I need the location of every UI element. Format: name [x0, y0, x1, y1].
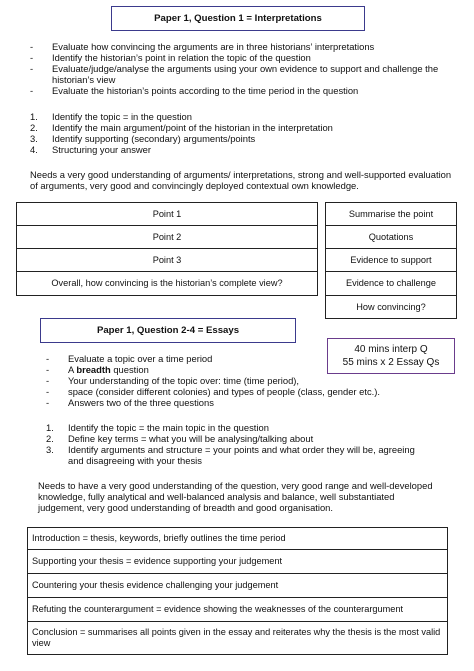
section1-bullet-list	[30, 41, 450, 96]
list-item: 4. Structuring your answer	[30, 144, 152, 156]
table-cell: Quotations	[325, 226, 457, 249]
section2-title: Paper 1, Question 2-4 = Essays	[96, 324, 240, 336]
table-row: Introduction = thesis, keywords, briefly outlines the time period	[27, 527, 448, 550]
section1-step-list	[30, 111, 450, 155]
list-item: - Your understanding of the topic over: time (time period),	[46, 375, 406, 386]
table-cell: Overall, how convincing is the historian’s complete view?	[16, 272, 318, 296]
table-row: Countering your thesis evidence challenging your judgement	[27, 574, 448, 598]
table-row: Refuting the counterargument = evidence showing the weaknesses of the counterargument	[27, 598, 448, 622]
section1-needs-paragraph: Needs a very good understanding of arguments/ interpretations, strong and well-supported evaluation of arguments, very good and convincingly deployed contextual own knowledge.	[30, 169, 452, 192]
table-cell: Point 2	[16, 226, 318, 249]
table-cell: Summarise the point	[325, 202, 457, 226]
list-item: - A breadth question	[46, 364, 406, 375]
list-item: 2. Define key terms = what you will be analysing/talking about	[46, 433, 314, 445]
list-item: - Identify the historian’s point in relation the topic of the question	[30, 52, 450, 63]
list-item: 1. Identify the topic = the main topic in the question	[46, 422, 269, 433]
table-cell: Point 3	[16, 249, 318, 272]
table-cell: How convincing?	[325, 296, 457, 319]
section2-step-list	[46, 422, 426, 466]
section1-title-box	[111, 6, 365, 31]
table-cell: Evidence to challenge	[325, 272, 457, 296]
table-cell: Evidence to support	[325, 249, 457, 272]
list-item: - space (consider different colonies) and types of people (class, gender etc.).	[46, 386, 406, 397]
section1-title: Paper 1, Question 1 = Interpretations	[154, 12, 322, 24]
table-row: Supporting your thesis = evidence supporting your judgement	[27, 550, 448, 574]
interpretation-steps-column	[325, 202, 457, 319]
timing-line: 40 mins interp Q	[354, 343, 428, 355]
list-item: - Answers two of the three questions	[46, 397, 406, 408]
list-item: 3. Identify arguments and structure = your points and what order they will be, agreeing and disagreeing with your thesis	[46, 444, 415, 467]
section2-title-box	[40, 318, 296, 343]
essay-structure-table	[27, 527, 448, 655]
table-row: Conclusion = summarises all points given in the essay and reiterates why the thesis is the most valid view	[27, 622, 448, 655]
table-cell: Point 1	[16, 202, 318, 226]
list-item: 3. Identify supporting (secondary) arguments/points	[30, 133, 256, 145]
list-item: 1. Identify the topic = in the question	[30, 111, 192, 122]
interpretation-table	[16, 202, 318, 296]
timing-line: 55 mins x 2 Essay Qs	[342, 357, 440, 368]
list-item: - Evaluate how convincing the arguments are in three historians’ interpretations	[30, 41, 450, 52]
list-item: - Evaluate/judge/analyse the arguments using your own evidence to support and challenge the historian’s view	[30, 63, 450, 85]
section2-bullet-list	[46, 353, 406, 408]
list-item: - Evaluate a topic over a time period	[46, 353, 406, 364]
section2-needs-paragraph: Needs to have a very good understanding of the question, very good range and well-developed knowledge, fully analytical and well-balanced analysis and balance, well substantiated judgement, very good understanding of breadth and good organisation.	[38, 480, 433, 514]
list-item: 2. Identify the main argument/point of the historian in the interpretation	[30, 122, 333, 134]
list-item: - Evaluate the historian’s points according to the time period in the question	[30, 85, 450, 96]
